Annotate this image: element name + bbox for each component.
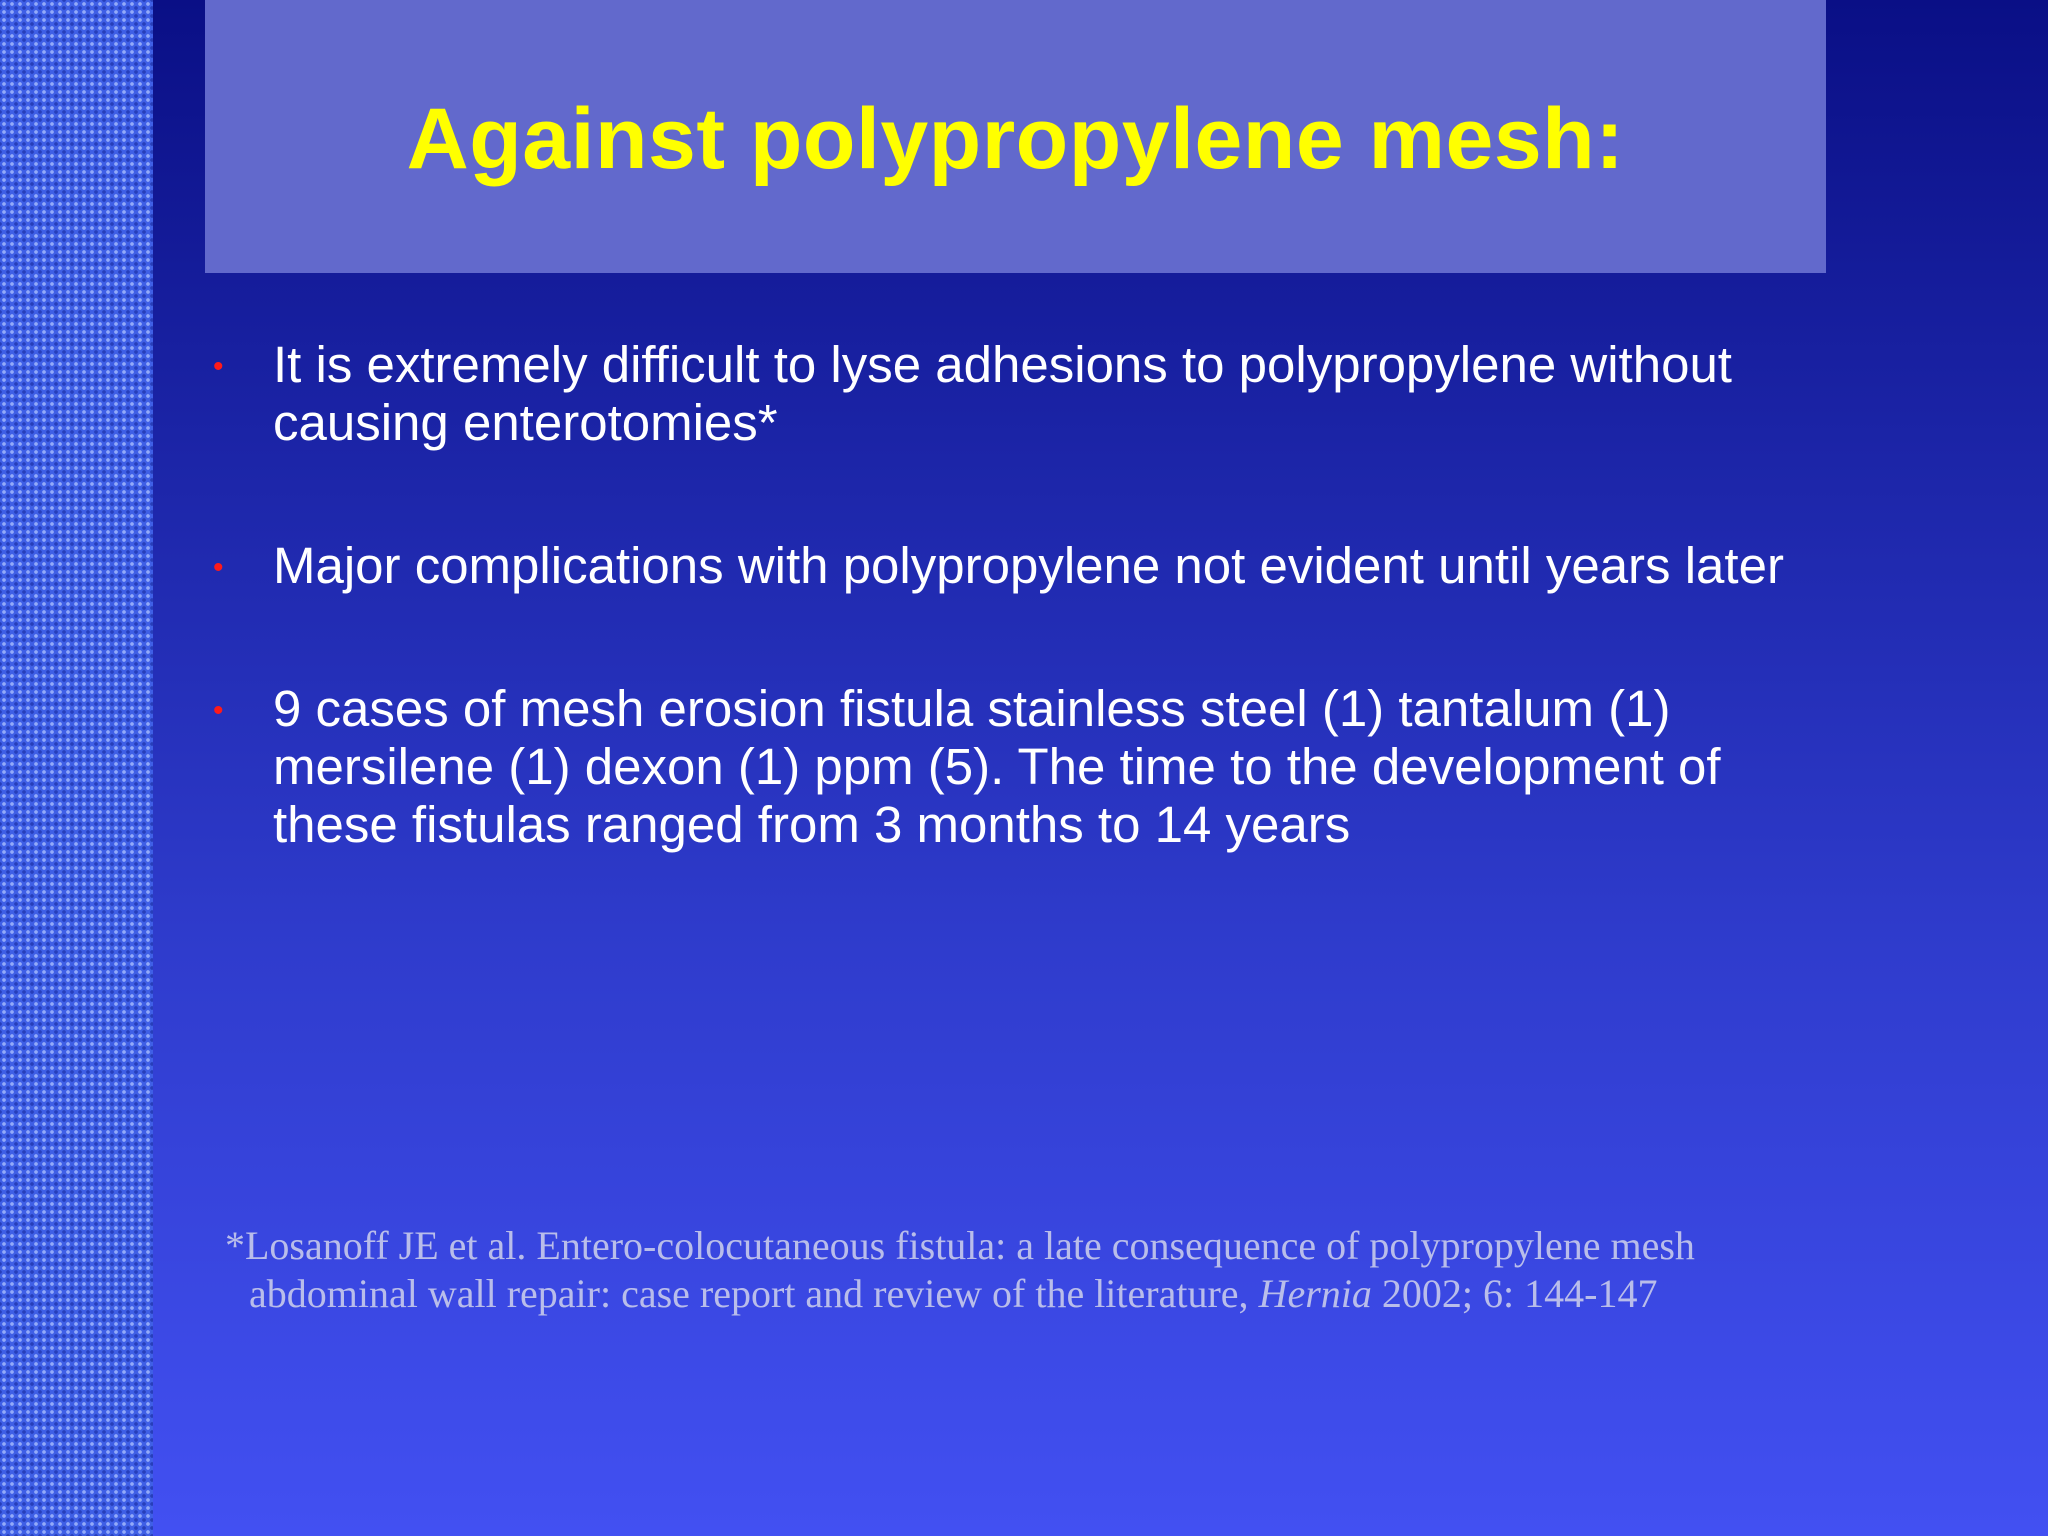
slide-title: Against polypropylene mesh: (406, 90, 1625, 187)
bullet-item (210, 680, 1830, 854)
bullet-text: It is extremely difficult to lyse adhesions to polypropylene without causing enterotomies* (273, 336, 1732, 451)
bullet-dot-icon: • (213, 694, 224, 727)
bullet-list (210, 336, 1830, 854)
bullet-item (210, 537, 1830, 595)
citation-footnote (225, 1222, 1849, 1318)
citation-text: *Losanoff JE et al. Entero-colocutaneous fistula: a late consequence of polypropylene mesh abdominal wall repair: case report and review of the literature, (225, 1223, 1695, 1316)
journal-name: Hernia (1258, 1271, 1372, 1316)
bullet-text: Major complications with polypropylene not evident until years later (273, 537, 1784, 594)
citation-details: 2002; 6: 144-147 (1371, 1271, 1658, 1316)
bullet-dot-icon: • (213, 551, 224, 584)
title-banner (205, 0, 1826, 273)
bullet-text: 9 cases of mesh erosion fistula stainless steel (1) tantalum (1) mersilene (1) dexon (1) ppm (5). The time to the development of these fistulas ranged from 3 months to 14 years (273, 680, 1721, 853)
decorative-left-strip (0, 0, 153, 1536)
bullet-dot-icon: • (213, 350, 224, 383)
bullet-item (210, 336, 1830, 452)
